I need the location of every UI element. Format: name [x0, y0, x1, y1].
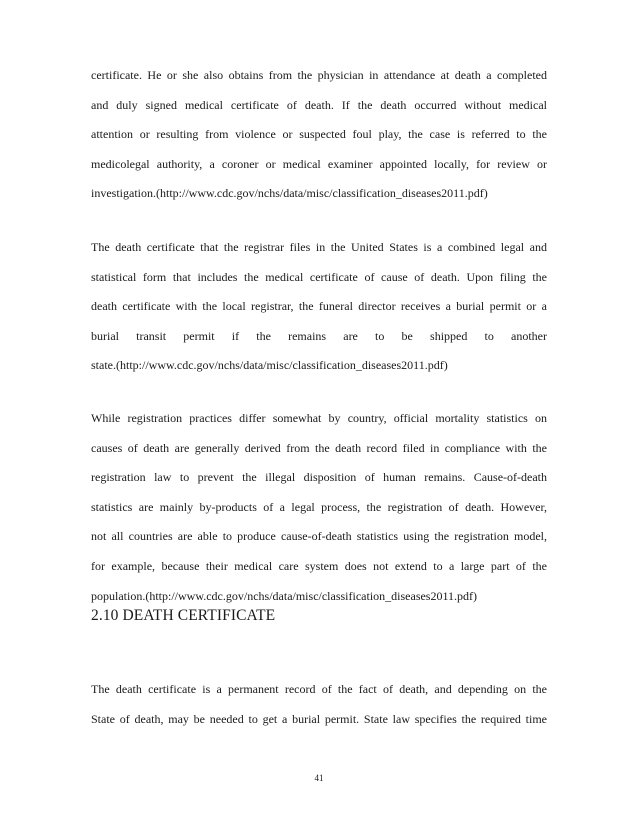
- text-line: state.(http://www.cdc.gov/nchs/data/misc/classification_diseases2011.pdf): [91, 358, 448, 373]
- text-line: burial transit permit if the remains are to be shipped to another: [91, 328, 547, 343]
- text-line: While registration practices differ somewhat by country, official mortality statistics on: [91, 411, 547, 425]
- text-line: State of death, may be needed to get a burial permit. State law specifies the required time: [91, 711, 547, 726]
- paragraph-permanent-record: [91, 675, 547, 734]
- text-line: registration law to prevent the illegal disposition of human remains. Cause-of-death: [91, 470, 547, 485]
- text-line: causes of death are generally derived from the death record filed in compliance with the: [91, 440, 547, 455]
- text-line: certificate. He or she also obtains from the physician in attendance at death a completed: [91, 68, 547, 82]
- text-line: The death certificate is a permanent record of the fact of death, and depending on the: [91, 682, 547, 696]
- paragraph-registration-physician: [91, 61, 547, 209]
- text-line: statistical form that includes the medical certificate of cause of death. Upon filing the: [91, 269, 547, 284]
- text-line: medicolegal authority, a coroner or medical examiner appointed locally, for review or: [91, 156, 547, 171]
- paragraph-registrar-files: [91, 233, 547, 381]
- text-line: investigation.(http://www.cdc.gov/nchs/data/misc/classification_diseases2011.pdf): [91, 186, 488, 201]
- paragraph-registration-practices: [91, 404, 547, 611]
- text-line: population.(http://www.cdc.gov/nchs/data/misc/classification_diseases2011.pdf): [91, 588, 478, 603]
- text-line: death certificate with the local registrar, the funeral director receives a burial permit or a: [91, 299, 547, 314]
- text-line: and duly signed medical certificate of death. If the death occurred without medical: [91, 97, 547, 112]
- text-line: not all countries are able to produce cause-of-death statistics using the registration model,: [91, 529, 547, 544]
- text-line: statistics are mainly by-products of a legal process, the registration of death. However,: [91, 499, 547, 514]
- text-line: for example, because their medical care system does not extend to a large part of the: [91, 558, 547, 573]
- page-number: 41: [314, 773, 324, 783]
- text-line: attention or resulting from violence or suspected foul play, the case is referred to the: [91, 127, 547, 142]
- section-heading: 2.10 DEATH CERTIFICATE: [91, 607, 276, 624]
- text-line: The death certificate that the registrar files in the United States is a combined legal and: [91, 240, 547, 254]
